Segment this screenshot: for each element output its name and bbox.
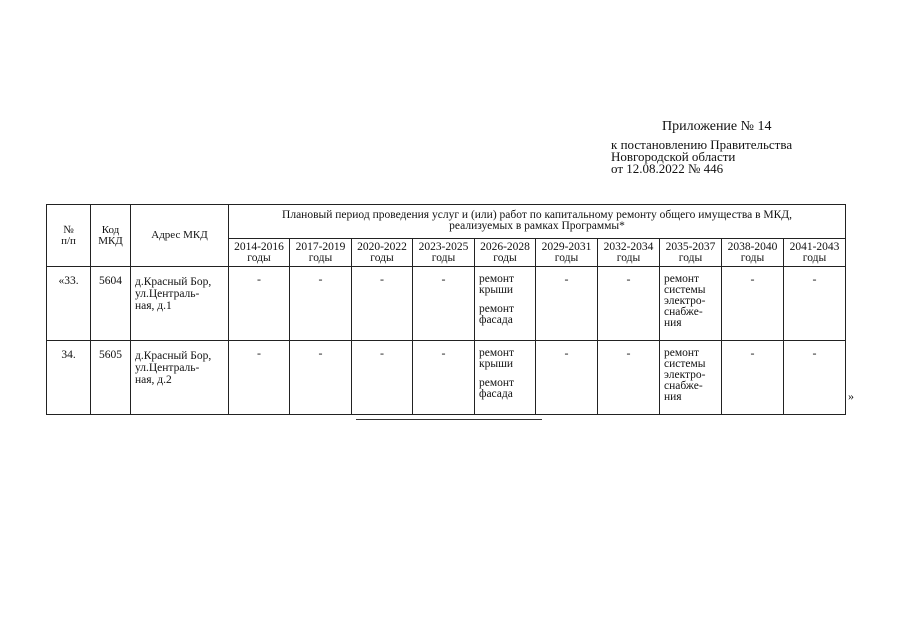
year-header: [352, 239, 413, 267]
cell-work-2026: [475, 341, 536, 415]
year-range: 2038-2040: [727, 240, 778, 253]
reference-line: от 12.08.2022 № 446: [611, 161, 724, 176]
work-line: фасада: [479, 314, 513, 326]
closing-quote: »: [848, 389, 854, 403]
cell-dash: -: [229, 267, 290, 341]
header-num-line: №: [63, 223, 74, 236]
work-line: ремонт: [479, 347, 515, 359]
cell-work-2035: [660, 341, 722, 415]
work-line: ремонт: [479, 273, 515, 285]
work-line: крыши: [479, 358, 514, 370]
year-unit: годы: [493, 251, 517, 264]
year-unit: годы: [740, 251, 765, 264]
year-range: 2023-2025: [418, 240, 469, 253]
year-unit: годы: [308, 251, 333, 264]
appendix-title: Приложение № 14: [662, 119, 772, 134]
header-code: [91, 205, 131, 267]
cell-dash: -: [352, 341, 413, 415]
cell-dash: -: [784, 267, 846, 341]
cell-dash: -: [290, 267, 352, 341]
work-line: электро-: [664, 369, 706, 381]
cell-work-2035: [660, 267, 722, 341]
year-unit: годы: [247, 251, 271, 264]
reference-line: к постановлению Правительства: [611, 137, 793, 152]
year-range: 2029-2031: [541, 240, 592, 253]
work-line: фасада: [479, 388, 513, 400]
reference-line: Новгородской области: [611, 149, 736, 164]
header-period-line: реализуемых в рамках Программы*: [449, 220, 625, 232]
year-unit: годы: [431, 251, 456, 264]
table-row: [47, 341, 846, 415]
work-line: крыши: [479, 284, 514, 296]
work-line: системы: [664, 284, 706, 296]
cell-dash: -: [536, 341, 598, 415]
year-range: 2032-2034: [603, 240, 654, 253]
repair-plan-table: [46, 204, 846, 415]
cell-dash: -: [784, 341, 846, 415]
header-num: [47, 205, 91, 267]
header-num-line: п/п: [61, 234, 76, 247]
cell-dash: -: [722, 341, 784, 415]
row-address: [131, 341, 229, 415]
work-line: системы: [664, 358, 706, 370]
table-header-row: [47, 205, 846, 239]
year-unit: годы: [678, 251, 703, 264]
cell-dash: -: [598, 267, 660, 341]
year-header: [660, 239, 722, 267]
year-range: 2026-2028: [480, 240, 530, 253]
year-range: 2014-2016: [234, 240, 284, 253]
row-number: «33.: [47, 267, 91, 341]
year-unit: годы: [802, 251, 827, 264]
cell-dash: -: [352, 267, 413, 341]
address-line: д.Красный Бор,: [135, 350, 212, 362]
work-line: ремонт: [664, 347, 700, 359]
row-address: [131, 267, 229, 341]
table-row: [47, 267, 846, 341]
year-header: [413, 239, 475, 267]
appendix-reference: [611, 139, 792, 175]
year-unit: годы: [616, 251, 641, 264]
header-code-line: МКД: [98, 234, 123, 247]
year-range: 2035-2037: [665, 240, 716, 253]
work-line: ния: [664, 391, 682, 403]
cell-dash: -: [413, 267, 475, 341]
year-header: [536, 239, 598, 267]
year-unit: годы: [554, 251, 579, 264]
cell-dash: -: [290, 341, 352, 415]
address-line: д.Красный Бор,: [135, 276, 212, 288]
year-range: 2020-2022: [357, 240, 407, 253]
cell-dash: -: [229, 341, 290, 415]
address-line: ная, д.2: [135, 374, 172, 386]
year-header: [229, 239, 290, 267]
year-range: 2017-2019: [295, 240, 346, 253]
address-line: ул.Централь-: [135, 362, 200, 374]
footer-divider: [356, 419, 542, 420]
year-header: [290, 239, 352, 267]
cell-dash: -: [413, 341, 475, 415]
cell-dash: -: [722, 267, 784, 341]
row-code: 5605: [91, 341, 131, 415]
header-period: [229, 205, 846, 239]
work-line: ремонт: [664, 273, 700, 285]
work-line: снабже-: [664, 306, 703, 318]
work-line: ния: [664, 317, 682, 329]
year-header: [475, 239, 536, 267]
work-line: снабже-: [664, 380, 703, 392]
year-header: [722, 239, 784, 267]
row-number: 34.: [47, 341, 91, 415]
year-unit: годы: [370, 251, 394, 264]
header-address: Адрес МКД: [131, 205, 229, 267]
work-line: электро-: [664, 295, 706, 307]
cell-dash: -: [536, 267, 598, 341]
address-line: ул.Централь-: [135, 288, 200, 300]
year-header: [784, 239, 846, 267]
cell-work-2026: [475, 267, 536, 341]
header-code-line: Код: [101, 223, 120, 236]
row-code: 5604: [91, 267, 131, 341]
header-period-line: Плановый период проведения услуг и (или) работ по капитальному ремонту общего имущества в МКД,: [282, 209, 793, 221]
cell-dash: -: [598, 341, 660, 415]
work-line: ремонт: [479, 377, 515, 389]
address-line: ная, д.1: [135, 300, 172, 312]
work-line: ремонт: [479, 303, 515, 315]
year-header: [598, 239, 660, 267]
year-range: 2041-2043: [789, 240, 840, 253]
